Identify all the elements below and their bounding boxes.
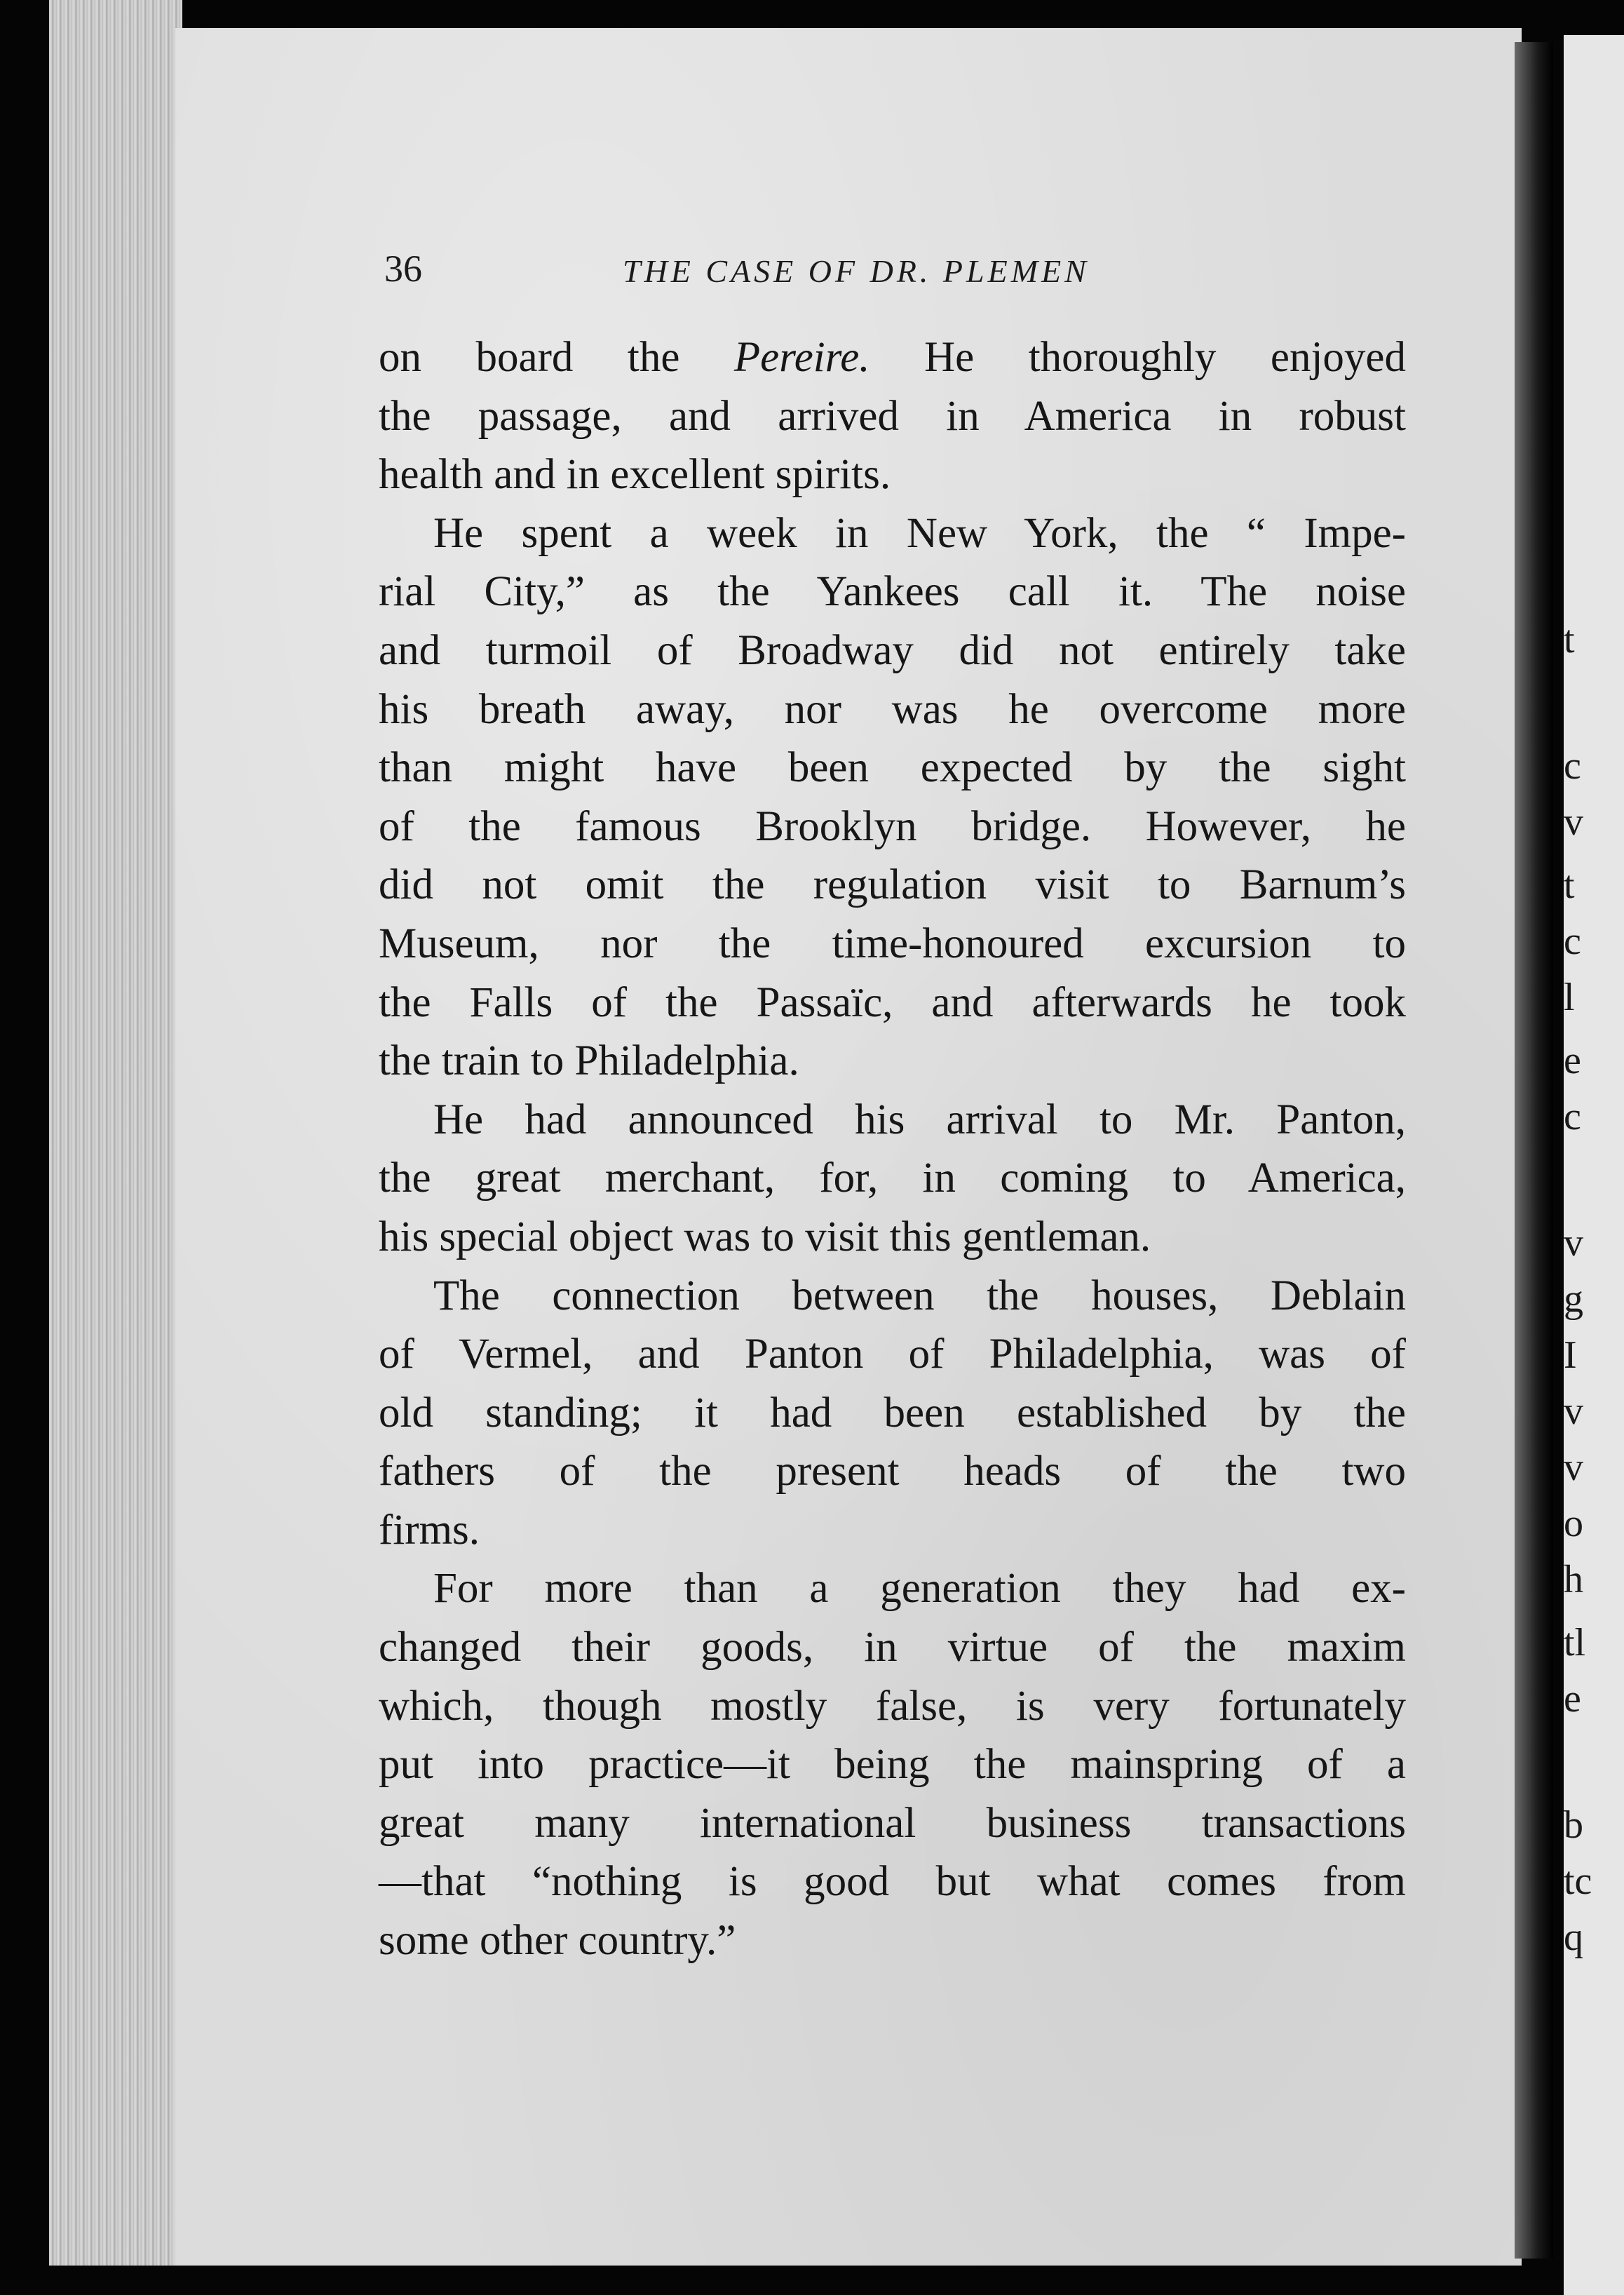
text-line: health and in excellent spirits. (379, 451, 891, 499)
facing-page-letter: g (1564, 1277, 1583, 1321)
facing-page-letter: c (1564, 1095, 1581, 1138)
page-number: 36 (384, 248, 422, 290)
facing-page-letter: I (1564, 1333, 1577, 1377)
book-page-edges (49, 0, 182, 2266)
text-line: Museum, nor the time-honoured excursion to (379, 920, 1406, 967)
book-gutter-shadow (1515, 42, 1553, 2259)
text-line: which, though mostly false, is very fortunately (379, 1682, 1406, 1730)
text-line: of the famous Brooklyn bridge. However, he (379, 802, 1406, 850)
facing-page-letter: tc (1564, 1859, 1592, 1903)
text-line: the train to Philadelphia. (379, 1037, 799, 1085)
text-line: old standing; it had been established by the (379, 1389, 1406, 1436)
text-line-end: He thoroughly enjoyed (869, 334, 1406, 381)
text-line-start: on board the (379, 334, 734, 381)
text-line: He spent a week in New York, the “ Impe- (433, 509, 1406, 557)
facing-page-sliver (1564, 35, 1624, 2295)
facing-page-letter: v (1564, 1389, 1583, 1433)
text-line: the great merchant, for, in coming to America, (379, 1155, 1406, 1202)
text-line: —that “nothing is good but what comes from (379, 1858, 1406, 1906)
facing-page-letter: v (1564, 800, 1583, 844)
text-line: put into practice—it being the mainspring of a (379, 1741, 1406, 1789)
text-line: some other country.” (379, 1917, 736, 1965)
facing-page-letter: o (1564, 1502, 1583, 1545)
text-line: his special object was to visit this gentleman. (379, 1213, 1151, 1260)
running-title: THE CASE OF DR. PLEMEN (623, 253, 1090, 289)
facing-page-letter: h (1564, 1558, 1583, 1601)
text-line: of Vermel, and Panton of Philadelphia, was of (379, 1331, 1406, 1378)
facing-page-letter: e (1564, 1677, 1581, 1721)
facing-page-letter: v (1564, 1446, 1583, 1489)
body-text (379, 328, 1406, 1970)
facing-page-letter: t (1564, 863, 1575, 907)
facing-page-letter: t (1564, 618, 1575, 661)
facing-page-letter: b (1564, 1803, 1583, 1847)
facing-page-letter: l (1564, 976, 1575, 1019)
text-line: rial City,” as the Yankees call it. The noise (379, 568, 1406, 616)
text-line (379, 328, 1406, 387)
text-line: and turmoil of Broadway did not entirely take (379, 626, 1406, 674)
text-line: the passage, and arrived in America in robust (379, 392, 1406, 440)
ship-name: Pereire. (733, 334, 870, 381)
text-line: than might have been expected by the sight (379, 744, 1406, 792)
text-line: great many international business transactions (379, 1799, 1406, 1847)
facing-page-letter: e (1564, 1039, 1581, 1082)
facing-page-letter: c (1564, 920, 1581, 963)
facing-page-letter: tl (1564, 1621, 1586, 1664)
text-line: The connection between the houses, Deblain (433, 1272, 1406, 1319)
text-line: the Falls of the Passaïc, and afterwards he took (379, 978, 1406, 1026)
facing-page-letter: q (1564, 1916, 1583, 1959)
text-line: changed their goods, in virtue of the maxim (379, 1624, 1406, 1671)
text-line: his breath away, nor was he overcome more (379, 685, 1406, 733)
text-line: did not omit the regulation visit to Barnum’s (379, 861, 1406, 909)
text-line: For more than a generation they had ex- (433, 1565, 1406, 1613)
text-line: fathers of the present heads of the two (379, 1448, 1406, 1495)
running-header (384, 247, 1408, 303)
text-line: firms. (379, 1506, 480, 1554)
text-line: He had announced his arrival to Mr. Panton, (433, 1096, 1406, 1143)
facing-page-letter: v (1564, 1221, 1583, 1265)
facing-page-letter: c (1564, 744, 1581, 788)
